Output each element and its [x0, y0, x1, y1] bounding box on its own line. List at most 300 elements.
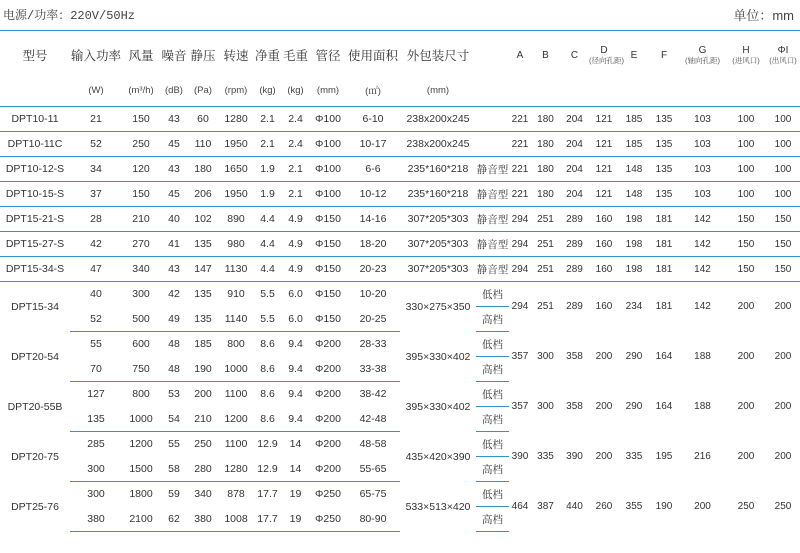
pipe-cell: Φ200	[310, 357, 346, 382]
noise-cell: 43	[160, 157, 188, 182]
column-label: C	[570, 49, 579, 61]
airflow-cell: 600	[132, 338, 150, 351]
net-cell: 12.9	[254, 457, 281, 482]
speed-level: 高档	[476, 357, 509, 382]
dimension-cell: 289	[560, 207, 589, 232]
net-cell: 4.4	[254, 257, 281, 282]
dimension-cell: 198	[619, 232, 649, 257]
dimension-cell: 221	[509, 182, 531, 207]
net-cell: 4.4	[254, 207, 281, 232]
dimension-cell: 355	[625, 501, 643, 512]
dimension-cell: 390	[566, 451, 583, 462]
column-header	[160, 36, 188, 74]
dimension-cell: 198	[619, 207, 649, 232]
dimension-cell: 251	[531, 257, 560, 282]
power-cell: 37	[70, 182, 122, 207]
dimension-cell: 135	[649, 182, 679, 207]
speed-level: 高档	[476, 407, 509, 432]
dimension-cell: 100	[726, 157, 766, 182]
dimension-cell: 148	[619, 157, 649, 182]
model-note	[476, 132, 509, 157]
dimension-cell: 150	[726, 207, 766, 232]
column-label: 型号	[22, 49, 48, 63]
net-cell: 1.9	[254, 157, 281, 182]
dimension-cell: 135	[649, 107, 679, 132]
net-cell: 8.6	[254, 407, 281, 432]
pipe-cell: Φ150	[310, 257, 346, 282]
dimension-cell: 100	[726, 132, 766, 157]
package-cell: 533×513×420	[405, 500, 471, 513]
dimension-cell: 103	[679, 107, 726, 132]
gross-cell: 4.9	[281, 207, 310, 232]
dimension-cell: 135	[649, 157, 679, 182]
dimension-cell: 200	[737, 451, 755, 462]
gross-cell: 6.0	[288, 288, 303, 301]
speed-cell: 800	[227, 338, 245, 351]
gross-cell: 9.4	[288, 338, 303, 351]
dimension-cell: 160	[589, 207, 619, 232]
package-cell: 238x200x245	[400, 132, 476, 157]
model-cell: DPT15-34-S	[0, 257, 70, 282]
speed-cell: 878	[227, 488, 245, 501]
column-header	[400, 36, 476, 74]
dimension-cell: 188	[694, 401, 711, 412]
power-cell: 135	[70, 407, 122, 432]
package-cell: 307*205*303	[400, 207, 476, 232]
column-unit	[766, 74, 800, 107]
dimension-cell: 121	[589, 157, 619, 182]
dimension-cell: 181	[649, 232, 679, 257]
model-cell: DPT10-12-S	[0, 157, 70, 182]
model-cell: DPT20-54	[11, 350, 59, 363]
dimension-cell: 250	[737, 501, 755, 512]
net-cell: 1.9	[254, 182, 281, 207]
area-cell: 10-20	[359, 288, 387, 301]
dimension-cell: 300	[537, 401, 554, 412]
dimension-cell: 387	[537, 501, 554, 512]
dimension-cell: 150	[766, 257, 800, 282]
dimension-cell: 181	[649, 207, 679, 232]
pipe-cell: Φ200	[315, 338, 341, 351]
table-row	[0, 207, 800, 232]
table-row	[0, 482, 800, 507]
dimension-cell: 200	[774, 351, 792, 362]
airflow-cell: 300	[132, 288, 150, 301]
net-cell: 12.9	[257, 438, 278, 451]
speed-cell: 1280	[218, 107, 254, 132]
column-unit: (mm)	[310, 74, 346, 107]
column-label: H	[742, 45, 750, 56]
model-cell: DPT25-76	[11, 500, 59, 513]
model-cell: DPT10-15-S	[0, 182, 70, 207]
power-cell: 21	[70, 107, 122, 132]
noise-cell: 45	[160, 132, 188, 157]
gross-cell: 19	[281, 507, 310, 532]
column-sublabel: (出风口)	[769, 56, 797, 65]
model-note: 静音型	[476, 182, 509, 207]
column-header	[560, 36, 589, 74]
column-header	[531, 36, 560, 74]
column-label: 使用面积	[347, 49, 398, 63]
speed-cell: 1200	[218, 407, 254, 432]
speed-cell: 980	[218, 232, 254, 257]
noise-cell: 53	[168, 388, 180, 401]
column-label: 转速	[223, 49, 249, 63]
airflow-cell: 340	[122, 257, 160, 282]
pipe-cell: Φ100	[310, 182, 346, 207]
column-header	[70, 36, 122, 74]
model-cell: DPT15-27-S	[0, 232, 70, 257]
dimension-cell: 150	[726, 257, 766, 282]
dimension-cell: 294	[511, 301, 529, 313]
column-label: 风量	[128, 49, 154, 63]
gross-cell: 2.4	[281, 107, 310, 132]
area-cell: 18-20	[346, 232, 400, 257]
column-unit: (Pa)	[188, 74, 218, 107]
header-rule	[0, 30, 800, 31]
package-cell: 238x200x245	[400, 107, 476, 132]
net-cell: 17.7	[254, 507, 281, 532]
column-header	[726, 36, 766, 74]
column-header	[679, 36, 726, 74]
dimension-cell: 204	[560, 182, 589, 207]
gross-cell: 2.4	[281, 132, 310, 157]
dimension-cell: 200	[774, 451, 792, 462]
model-cell: DPT15-34	[11, 300, 59, 313]
speed-cell: 1000	[218, 357, 254, 382]
dimension-cell: 103	[679, 182, 726, 207]
column-label: 外包装尺寸	[406, 49, 470, 63]
dimension-cell: 100	[766, 157, 800, 182]
dimension-cell: 150	[766, 207, 800, 232]
package-cell: 395×330×402	[405, 350, 471, 363]
dimension-cell: 135	[649, 132, 679, 157]
dimension-cell: 160	[589, 257, 619, 282]
speed-level: 高档	[476, 307, 509, 332]
dimension-cell: 103	[679, 157, 726, 182]
noise-cell: 42	[168, 288, 180, 301]
header-row	[0, 36, 800, 74]
column-header	[0, 36, 70, 74]
net-cell: 5.5	[260, 288, 275, 301]
power-cell: 55	[90, 338, 102, 351]
dimension-cell: 181	[649, 257, 679, 282]
dimension-cell: 294	[509, 257, 531, 282]
column-header	[589, 36, 624, 74]
column-header	[254, 36, 281, 74]
speed-cell: 1950	[218, 182, 254, 207]
noise-cell: 43	[160, 257, 188, 282]
column-unit: (m³/h)	[122, 74, 160, 107]
power-label: 电源/功率：220V/50Hz	[3, 9, 136, 23]
dimension-cell: 103	[679, 132, 726, 157]
column-unit	[0, 74, 70, 107]
table-row	[0, 182, 800, 207]
dimension-cell: 464	[511, 501, 529, 512]
column-label: F	[660, 49, 668, 61]
table-row	[0, 382, 800, 407]
speed-cell: 1130	[218, 257, 254, 282]
column-header	[649, 36, 679, 74]
dimension-cell: 357	[511, 351, 529, 362]
dimension-cell: 180	[531, 157, 560, 182]
pipe-cell: Φ150	[310, 207, 346, 232]
airflow-cell: 800	[132, 388, 150, 401]
noise-cell: 55	[168, 438, 180, 451]
column-unit	[679, 74, 726, 107]
pressure-cell: 210	[188, 407, 218, 432]
speed-level: 高档	[476, 507, 509, 532]
column-sublabel: (径向孔距)	[589, 56, 624, 65]
dimension-cell: 121	[589, 107, 619, 132]
dimension-cell: 221	[509, 107, 531, 132]
power-cell: 28	[70, 207, 122, 232]
package-cell: 330×275×350	[405, 300, 471, 313]
airflow-cell: 750	[122, 357, 160, 382]
gross-cell: 14	[281, 457, 310, 482]
pipe-cell: Φ150	[310, 307, 346, 332]
dimension-cell: 188	[694, 351, 711, 362]
column-unit: (W)	[70, 74, 122, 107]
dimension-cell: 251	[537, 301, 554, 313]
dimension-cell: 195	[655, 451, 673, 462]
table-row	[0, 232, 800, 257]
speed-level: 低档	[476, 432, 509, 457]
dimension-cell: 142	[679, 232, 726, 257]
dimension-cell: 100	[766, 107, 800, 132]
noise-cell: 62	[160, 507, 188, 532]
speed-cell: 1650	[218, 157, 254, 182]
airflow-cell: 270	[122, 232, 160, 257]
noise-cell: 45	[160, 182, 188, 207]
dimension-cell: 142	[694, 301, 711, 313]
pressure-cell: 135	[194, 288, 212, 301]
column-label: 噪音	[161, 49, 187, 63]
area-cell: 28-33	[359, 338, 387, 351]
dimension-cell: 100	[726, 107, 766, 132]
table-row	[0, 107, 800, 132]
pressure-cell: 250	[194, 438, 212, 451]
dimension-cell: 221	[509, 132, 531, 157]
dimension-cell: 100	[726, 182, 766, 207]
dimension-cell: 180	[531, 132, 560, 157]
dimension-cell: 357	[511, 401, 529, 412]
power-cell: 285	[87, 438, 105, 451]
dimension-cell: 148	[619, 182, 649, 207]
column-unit	[531, 74, 560, 107]
dimension-cell: 121	[589, 182, 619, 207]
column-unit	[560, 74, 589, 107]
column-label: 净重	[254, 49, 280, 63]
column-header	[346, 36, 400, 74]
power-cell: 380	[70, 507, 122, 532]
column-header	[122, 36, 160, 74]
package-cell: 235*160*218	[400, 157, 476, 182]
pressure-cell: 190	[188, 357, 218, 382]
package-cell: 395×330×402	[405, 400, 471, 413]
column-header	[766, 36, 800, 74]
dimension-cell: 164	[655, 401, 673, 412]
pressure-cell: 185	[194, 338, 212, 351]
airflow-cell: 1200	[129, 438, 153, 451]
table-row	[0, 432, 800, 457]
column-label: 静压	[190, 49, 216, 63]
table-row	[0, 132, 800, 157]
speed-level: 低档	[476, 282, 509, 307]
speed-cell: 1100	[224, 388, 248, 401]
dimension-cell: 216	[694, 451, 711, 462]
pressure-cell: 110	[188, 132, 218, 157]
column-sublabel: (轴向孔距)	[685, 56, 720, 65]
power-cell: 34	[70, 157, 122, 182]
dimension-cell: 142	[679, 257, 726, 282]
net-cell: 8.6	[260, 388, 275, 401]
dimension-cell: 358	[566, 401, 583, 412]
model-note: 静音型	[476, 257, 509, 282]
table-row	[0, 282, 800, 307]
dimension-cell: 150	[726, 232, 766, 257]
dimension-cell: 160	[589, 232, 619, 257]
column-header	[476, 36, 509, 74]
net-cell: 5.5	[254, 307, 281, 332]
dimension-cell: 204	[560, 132, 589, 157]
pressure-cell: 340	[194, 488, 212, 501]
power-cell: 52	[70, 132, 122, 157]
noise-cell: 48	[160, 357, 188, 382]
noise-cell: 59	[168, 488, 180, 501]
dimension-cell: 290	[625, 401, 643, 412]
speed-level: 低档	[476, 482, 509, 507]
model-cell: DPT10-11C	[0, 132, 70, 157]
dimension-cell: 100	[766, 182, 800, 207]
pressure-cell: 200	[194, 388, 212, 401]
power-cell: 40	[90, 288, 102, 301]
column-header	[188, 36, 218, 74]
gross-cell: 4.9	[281, 232, 310, 257]
area-cell: 6-6	[346, 157, 400, 182]
model-note	[476, 107, 509, 132]
dimension-cell: 200	[737, 351, 755, 362]
area-cell: 80-90	[346, 507, 400, 532]
noise-cell: 49	[160, 307, 188, 332]
dimension-cell: 200	[595, 351, 613, 362]
power-cell: 47	[70, 257, 122, 282]
net-cell: 17.7	[257, 488, 278, 501]
column-label: 毛重	[282, 49, 308, 63]
unit-label: 单位：mm	[733, 8, 794, 23]
column-label: D	[600, 45, 608, 56]
pressure-cell: 102	[188, 207, 218, 232]
column-unit: (rpm)	[218, 74, 254, 107]
area-cell: 10-17	[346, 132, 400, 157]
net-cell: 2.1	[254, 107, 281, 132]
area-cell: 48-58	[359, 438, 387, 451]
speed-cell: 1100	[224, 438, 248, 451]
speed-cell: 1140	[218, 307, 254, 332]
net-cell: 4.4	[254, 232, 281, 257]
dimension-cell: 160	[595, 301, 613, 313]
dimension-cell: 294	[509, 207, 531, 232]
column-label: G	[698, 45, 707, 56]
noise-cell: 58	[160, 457, 188, 482]
dimension-cell: 142	[679, 207, 726, 232]
dimension-cell: 390	[511, 451, 529, 462]
net-cell: 2.1	[254, 132, 281, 157]
dimension-cell: 180	[531, 107, 560, 132]
dimension-cell: 164	[655, 351, 673, 362]
model-note: 静音型	[476, 232, 509, 257]
dimension-cell: 294	[509, 232, 531, 257]
spec-header	[0, 0, 800, 30]
dimension-cell: 221	[509, 157, 531, 182]
column-header	[509, 36, 531, 74]
column-header	[619, 36, 649, 74]
column-sublabel: (进风口)	[732, 56, 760, 65]
pipe-cell: Φ150	[315, 288, 341, 301]
pressure-cell: 135	[188, 232, 218, 257]
table-row	[0, 257, 800, 282]
speed-cell: 890	[218, 207, 254, 232]
airflow-cell: 250	[122, 132, 160, 157]
column-header	[281, 36, 310, 74]
column-unit	[726, 74, 766, 107]
dimension-cell: 185	[619, 107, 649, 132]
model-cell: DPT20-75	[11, 450, 59, 463]
dimension-cell: 234	[625, 301, 643, 313]
noise-cell: 54	[160, 407, 188, 432]
package-cell: 435×420×390	[405, 450, 471, 463]
dimension-cell: 289	[560, 257, 589, 282]
dimension-cell: 289	[566, 301, 583, 313]
area-cell: 42-48	[346, 407, 400, 432]
package-cell: 235*160*218	[400, 182, 476, 207]
pipe-cell: Φ250	[310, 507, 346, 532]
airflow-cell: 1500	[122, 457, 160, 482]
dimension-cell: 121	[589, 132, 619, 157]
table-row	[0, 157, 800, 182]
model-cell: DPT20-55B	[7, 400, 63, 413]
dimension-cell: 150	[766, 232, 800, 257]
area-cell: 38-42	[359, 388, 387, 401]
area-cell: 65-75	[359, 488, 387, 501]
column-unit	[649, 74, 679, 107]
dimension-cell: 200	[595, 451, 613, 462]
pipe-cell: Φ150	[310, 232, 346, 257]
airflow-cell: 2100	[122, 507, 160, 532]
gross-cell: 6.0	[281, 307, 310, 332]
dimension-cell: 289	[560, 232, 589, 257]
dimension-cell: 300	[537, 351, 554, 362]
column-unit	[476, 74, 509, 107]
dimension-cell: 204	[560, 157, 589, 182]
dimension-cell: 198	[619, 257, 649, 282]
dimension-cell: 335	[537, 451, 554, 462]
pressure-cell: 180	[188, 157, 218, 182]
model-cell: DPT15-21-S	[0, 207, 70, 232]
gross-cell: 4.9	[281, 257, 310, 282]
gross-cell: 9.4	[281, 357, 310, 382]
speed-level: 低档	[476, 382, 509, 407]
pipe-cell: Φ100	[310, 132, 346, 157]
pipe-cell: Φ100	[310, 157, 346, 182]
pipe-cell: Φ250	[315, 488, 341, 501]
dimension-cell: 251	[531, 232, 560, 257]
power-cell: 127	[87, 388, 105, 401]
column-label: E	[630, 49, 638, 61]
dimension-cell: 204	[560, 107, 589, 132]
dimension-cell: 181	[655, 301, 673, 313]
airflow-cell: 1000	[122, 407, 160, 432]
